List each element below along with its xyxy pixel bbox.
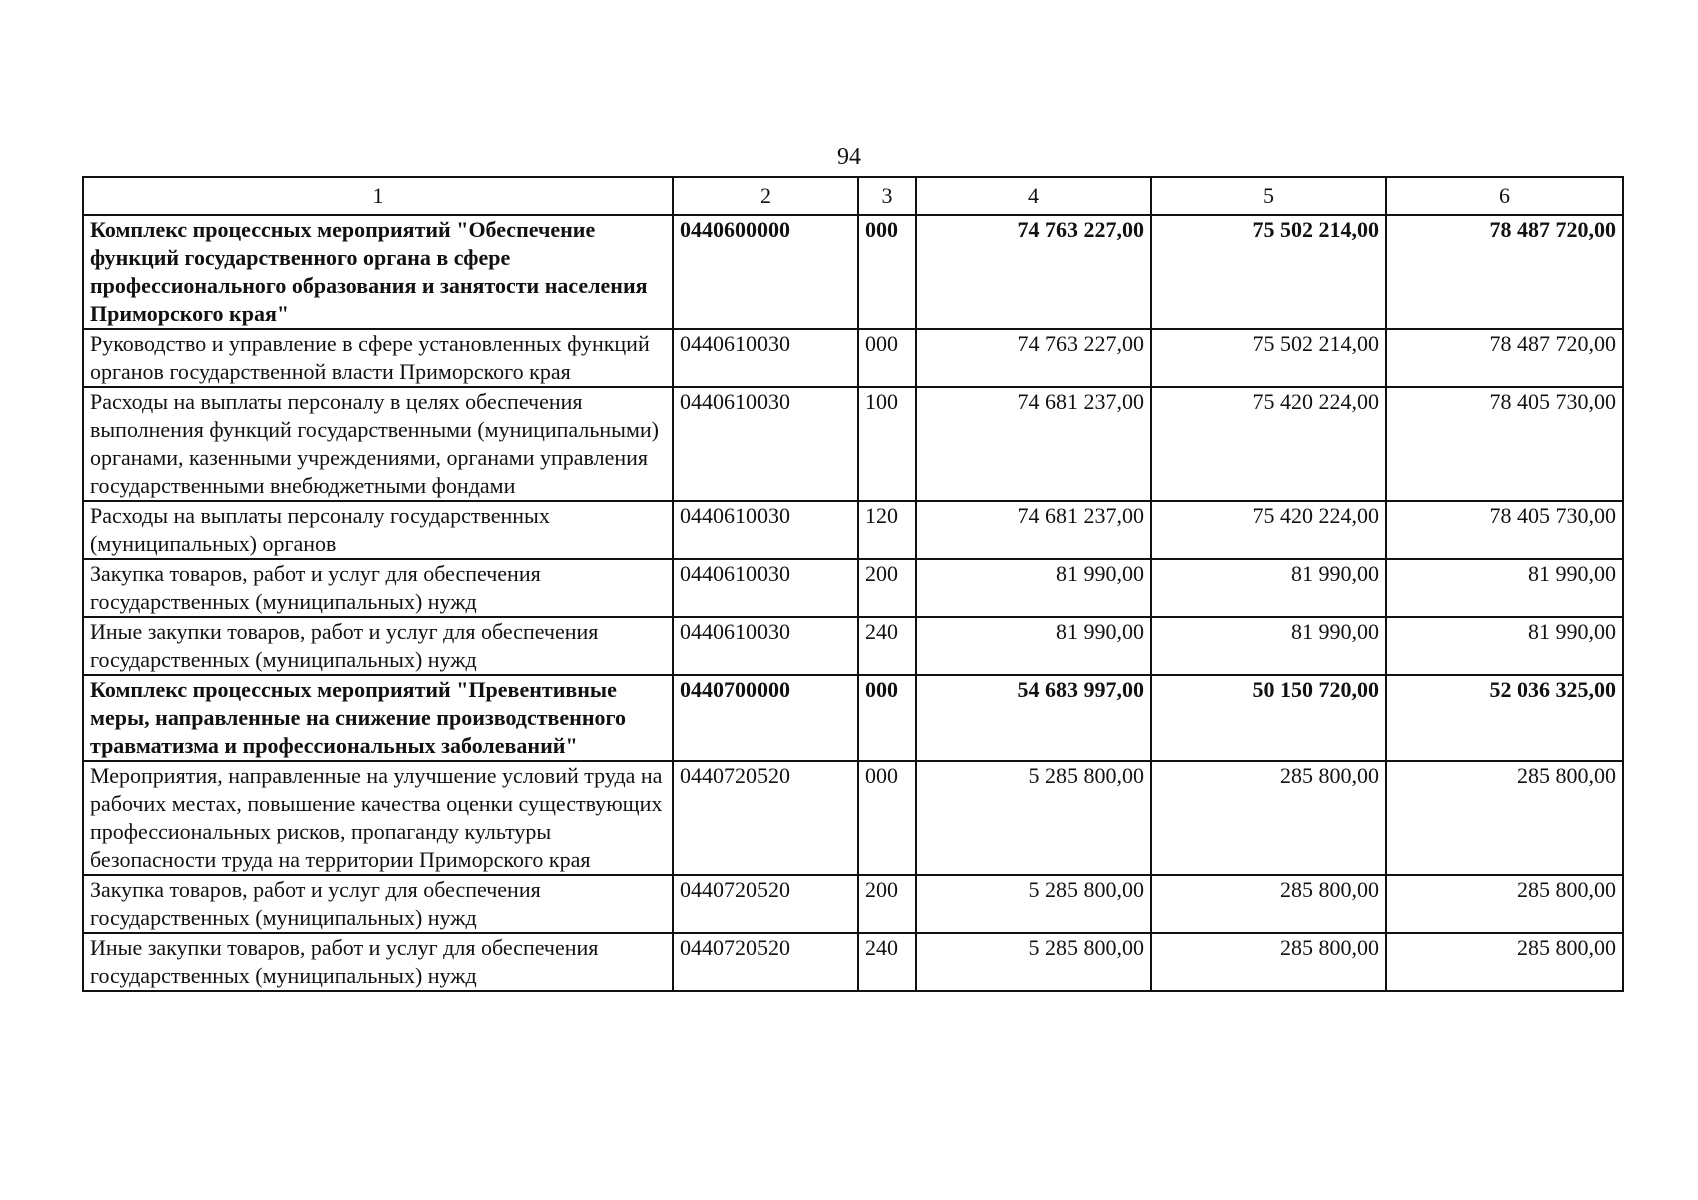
row-type-cell: 000 bbox=[858, 675, 916, 761]
row-code-cell: 0440610030 bbox=[673, 617, 858, 675]
table-row bbox=[83, 387, 1623, 501]
row-amount-col5: 81 990,00 bbox=[1151, 617, 1386, 675]
table-row bbox=[83, 501, 1623, 559]
row-amount-col5: 75 420 224,00 bbox=[1151, 387, 1386, 501]
row-code-cell: 0440720520 bbox=[673, 875, 858, 933]
row-amount-col5: 285 800,00 bbox=[1151, 875, 1386, 933]
row-type-cell: 000 bbox=[858, 761, 916, 875]
row-amount-col6: 52 036 325,00 bbox=[1386, 675, 1623, 761]
row-type-cell: 200 bbox=[858, 875, 916, 933]
row-amount-col4: 5 285 800,00 bbox=[916, 875, 1151, 933]
row-code-cell: 0440610030 bbox=[673, 387, 858, 501]
row-amount-col5: 75 502 214,00 bbox=[1151, 329, 1386, 387]
row-amount-col6: 78 487 720,00 bbox=[1386, 329, 1623, 387]
row-amount-col5: 75 420 224,00 bbox=[1151, 501, 1386, 559]
row-name-cell: Закупка товаров, работ и услуг для обеспечения государственных (муниципальных) нужд bbox=[83, 875, 673, 933]
row-amount-col4: 81 990,00 bbox=[916, 617, 1151, 675]
table-row bbox=[83, 675, 1623, 761]
row-amount-col6: 285 800,00 bbox=[1386, 875, 1623, 933]
row-code-cell: 0440720520 bbox=[673, 761, 858, 875]
table-row bbox=[83, 875, 1623, 933]
table-row bbox=[83, 559, 1623, 617]
row-amount-col5: 75 502 214,00 bbox=[1151, 215, 1386, 329]
row-type-cell: 000 bbox=[858, 215, 916, 329]
header-col-2: 2 bbox=[673, 177, 858, 215]
row-type-cell: 240 bbox=[858, 617, 916, 675]
row-name-cell: Расходы на выплаты персоналу в целях обеспечения выполнения функций государственными (муниципальными) органами, казенными учреждениями, органами управления государственными внебюджетными фондами bbox=[83, 387, 673, 501]
row-code-cell: 0440720520 bbox=[673, 933, 858, 991]
row-type-cell: 120 bbox=[858, 501, 916, 559]
row-name-cell: Иные закупки товаров, работ и услуг для обеспечения государственных (муниципальных) нужд bbox=[83, 617, 673, 675]
row-type-cell: 100 bbox=[858, 387, 916, 501]
row-amount-col6: 78 487 720,00 bbox=[1386, 215, 1623, 329]
header-row bbox=[83, 177, 1623, 215]
page-number: 94 bbox=[837, 144, 861, 170]
row-amount-col4: 5 285 800,00 bbox=[916, 761, 1151, 875]
row-name-cell: Закупка товаров, работ и услуг для обеспечения государственных (муниципальных) нужд bbox=[83, 559, 673, 617]
row-amount-col4: 74 763 227,00 bbox=[916, 215, 1151, 329]
row-name-cell: Иные закупки товаров, работ и услуг для обеспечения государственных (муниципальных) нужд bbox=[83, 933, 673, 991]
row-name-cell: Комплекс процессных мероприятий "Обеспечение функций государственного органа в сфере профессионального образования и занятости населения Приморского края" bbox=[83, 215, 673, 329]
row-amount-col6: 81 990,00 bbox=[1386, 617, 1623, 675]
row-amount-col5: 285 800,00 bbox=[1151, 933, 1386, 991]
row-type-cell: 200 bbox=[858, 559, 916, 617]
row-amount-col4: 74 763 227,00 bbox=[916, 329, 1151, 387]
header-col-5: 5 bbox=[1151, 177, 1386, 215]
row-type-cell: 000 bbox=[858, 329, 916, 387]
row-amount-col4: 5 285 800,00 bbox=[916, 933, 1151, 991]
table-row bbox=[83, 617, 1623, 675]
row-amount-col6: 285 800,00 bbox=[1386, 761, 1623, 875]
row-name-cell: Мероприятия, направленные на улучшение условий труда на рабочих местах, повышение качества оценки существующих профессиональных рисков, пропаганду культуры безопасности труда на территории Приморского края bbox=[83, 761, 673, 875]
row-amount-col6: 78 405 730,00 bbox=[1386, 501, 1623, 559]
row-name-cell: Комплекс процессных мероприятий "Превентивные меры, направленные на снижение производственного травматизма и профессиональных заболеваний" bbox=[83, 675, 673, 761]
row-amount-col6: 81 990,00 bbox=[1386, 559, 1623, 617]
row-amount-col6: 78 405 730,00 bbox=[1386, 387, 1623, 501]
table-body bbox=[83, 215, 1623, 991]
budget-table bbox=[82, 176, 1624, 992]
row-amount-col4: 74 681 237,00 bbox=[916, 501, 1151, 559]
table-row bbox=[83, 761, 1623, 875]
row-type-cell: 240 bbox=[858, 933, 916, 991]
row-code-cell: 0440700000 bbox=[673, 675, 858, 761]
row-code-cell: 0440610030 bbox=[673, 559, 858, 617]
row-code-cell: 0440610030 bbox=[673, 501, 858, 559]
table-row bbox=[83, 329, 1623, 387]
row-amount-col6: 285 800,00 bbox=[1386, 933, 1623, 991]
row-amount-col5: 285 800,00 bbox=[1151, 761, 1386, 875]
row-amount-col5: 81 990,00 bbox=[1151, 559, 1386, 617]
header-col-3: 3 bbox=[858, 177, 916, 215]
header-col-4: 4 bbox=[916, 177, 1151, 215]
table-row bbox=[83, 215, 1623, 329]
row-amount-col4: 54 683 997,00 bbox=[916, 675, 1151, 761]
row-code-cell: 0440600000 bbox=[673, 215, 858, 329]
header-col-6: 6 bbox=[1386, 177, 1623, 215]
row-amount-col5: 50 150 720,00 bbox=[1151, 675, 1386, 761]
row-code-cell: 0440610030 bbox=[673, 329, 858, 387]
row-amount-col4: 74 681 237,00 bbox=[916, 387, 1151, 501]
header-col-1: 1 bbox=[83, 177, 673, 215]
table-row bbox=[83, 933, 1623, 991]
row-name-cell: Расходы на выплаты персоналу государственных (муниципальных) органов bbox=[83, 501, 673, 559]
row-name-cell: Руководство и управление в сфере установленных функций органов государственной власти Приморского края bbox=[83, 329, 673, 387]
row-amount-col4: 81 990,00 bbox=[916, 559, 1151, 617]
